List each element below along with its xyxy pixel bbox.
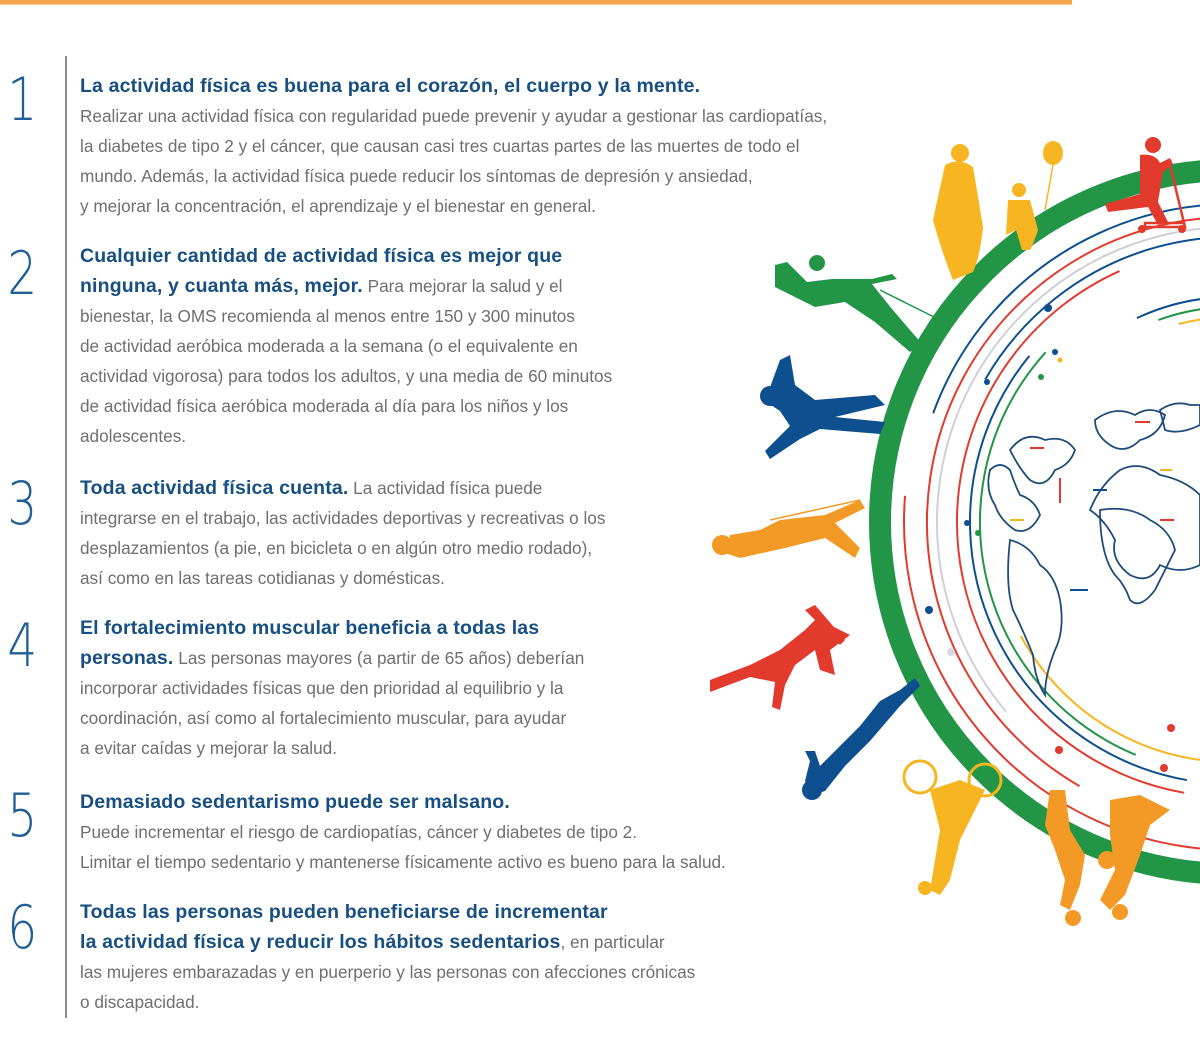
item-number: 3: [7, 469, 38, 539]
item-body: La actividad física puede: [348, 478, 543, 498]
item-heading: La actividad física es buena para el corazón, el cuerpo y la mente.: [80, 75, 701, 97]
item-number: 2: [7, 239, 38, 309]
item-number: 5: [7, 781, 38, 851]
walker-silhouette: [712, 500, 865, 558]
item-heading: Toda actividad física cuenta.: [80, 477, 349, 499]
item-text: [80, 473, 605, 593]
item-body: actividad vigorosa) para todos los adultos, y una media de 60 minutos: [80, 366, 613, 386]
football-players-silhouette: [1045, 790, 1170, 926]
item-heading: Todas las personas pueden beneficiarse de incrementar: [80, 901, 608, 923]
item-body: de actividad física aeróbica moderada al día para los niños y los: [80, 396, 569, 416]
item-heading: personas.: [80, 647, 174, 669]
item-heading: Demasiado sedentarismo puede ser malsano.: [80, 791, 510, 813]
item-heading: El fortalecimiento muscular beneficia a todas las: [80, 617, 540, 639]
item-body: integrarse en el trabajo, las actividades deportivas y recreativas o los: [80, 508, 606, 528]
item-body: bienestar, la OMS recomienda al menos entre 150 y 300 minutos: [80, 306, 575, 326]
scooter-silhouette: [1105, 137, 1186, 233]
item-body: de actividad aeróbica moderada a la semana (o el equivalente en: [80, 336, 578, 356]
cyclist-silhouette: [904, 761, 1001, 796]
item-body: Puede incrementar el riesgo de cardiopatías, cáncer y diabetes de tipo 2.: [80, 822, 638, 842]
item-body: a evitar caídas y mejorar la salud.: [80, 738, 337, 758]
runner-silhouette: [802, 678, 920, 800]
item-body: y mejorar la concentración, el aprendizaje y el bienestar en general.: [80, 196, 596, 216]
item-text: [80, 613, 584, 763]
item-body: o discapacidad.: [80, 992, 200, 1012]
jumping-child-silhouette: [760, 355, 885, 459]
item-number: 1: [7, 65, 38, 135]
item-body: así como en las tareas cotidianas y domésticas.: [80, 568, 445, 588]
item-text: [80, 897, 695, 1017]
item-body: , en particular: [560, 932, 665, 952]
item-heading: ninguna, y cuanta más, mejor.: [80, 275, 363, 297]
item-text: [80, 241, 612, 451]
elderly-child-silhouette: [933, 141, 1063, 280]
item-body: Realizar una actividad física con regularidad puede prevenir y ayudar a gestionar las cardiopatías,: [80, 106, 828, 126]
dancer-silhouette: [710, 605, 850, 710]
item-body: Para mejorar la salud y el: [362, 276, 563, 296]
item-body: Limitar el tiempo sedentario y mantenerse físicamente activo es bueno para la salud.: [80, 852, 726, 872]
green-ring: [880, 170, 1200, 874]
item-heading: la actividad física y reducir los hábitos sedentarios: [80, 931, 561, 953]
item-text: [80, 787, 726, 877]
item-body: mundo. Además, la actividad física puede reducir los síntomas de depresión y ansiedad,: [80, 166, 753, 186]
item-body: las mujeres embarazadas y en puerperio y las personas con afecciones crónicas: [80, 962, 696, 982]
item-number: 6: [7, 893, 38, 963]
vertical-divider: [65, 56, 67, 1018]
item-body: desplazamientos (a pie, en bicicleta o en algún otro medio rodado),: [80, 538, 593, 558]
world-map: [988, 403, 1200, 695]
item-body: incorporar actividades físicas que den prioridad al equilibrio y la: [80, 678, 564, 698]
item-number: 4: [7, 611, 38, 681]
item-body: Las personas mayores (a partir de 65 años) deberían: [173, 648, 585, 668]
top-rule: [0, 0, 1072, 5]
skier-silhouette: [775, 255, 940, 352]
item-body: adolescentes.: [80, 426, 187, 446]
item-body: coordinación, así como al fortalecimiento muscular, para ayudar: [80, 708, 567, 728]
item-body: la diabetes de tipo 2 y el cáncer, que causan casi tres cuartas partes de las muertes de todo el: [80, 136, 800, 156]
item-heading: Cualquier cantidad de actividad física es mejor que: [80, 245, 563, 267]
item-text: [80, 71, 827, 221]
